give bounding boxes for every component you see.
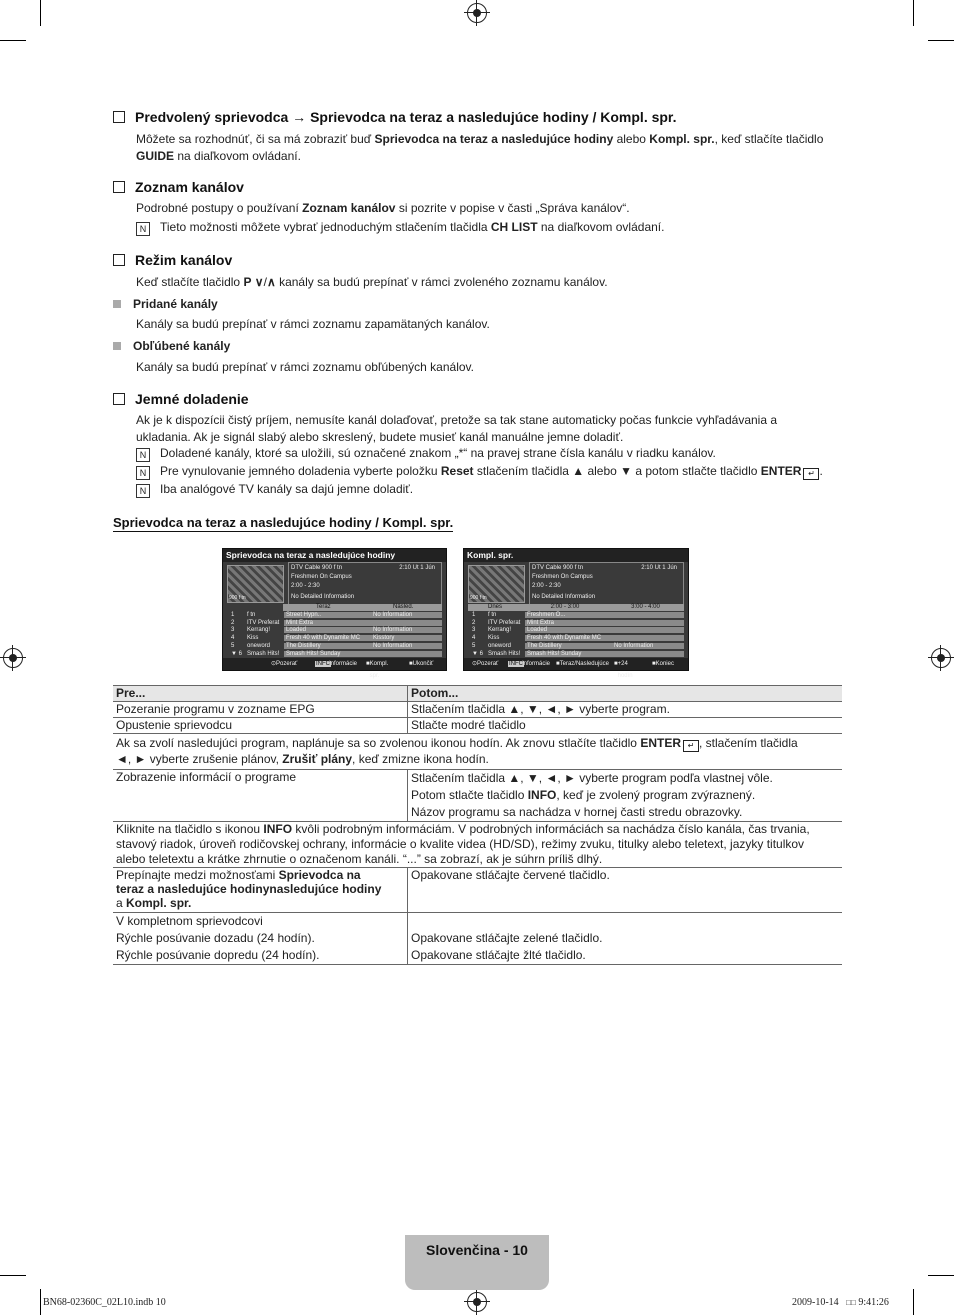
foot-exit: ■ Ukončiť <box>409 661 434 667</box>
checkbox-bullet-icon <box>113 393 125 405</box>
note-icon: N <box>136 222 150 236</box>
section-heading-fine-tune: Jemné doladenie <box>113 391 249 407</box>
channel-name: oneword <box>247 642 271 649</box>
program-now: The Distillery <box>284 643 371 649</box>
section2-note: N Tieto možnosti môžete vybrať jednoduchým stlačením tlačidla CH LIST na diaľkovom ovládaní. <box>136 219 664 236</box>
channel-name: Kiss <box>247 635 259 642</box>
channel-row[interactable] <box>227 651 442 658</box>
table-row: Pozeranie programu v zozname EPG Stlačením tlačidla ▲, ▼, ◄, ► vyberte program. <box>113 702 842 718</box>
screenshot-now-next-guide <box>222 548 447 679</box>
program-now: Smash Hits! Sunday <box>284 651 371 657</box>
section4-body: Ak je k dispozícii čistý príjem, nemusíte kanál dolaďovať, pretože sa tak stane automaticky počas funkcie vyhľadávania a ukladania. Ak je signál slabý alebo skreslený, budete musieť kanál manuálne jemne doladiť. <box>136 413 778 444</box>
crop-mark <box>913 1289 914 1315</box>
section3-body: Keď stlačíte tlačidlo P ∨/∧ kanály sa budú prepínať v rámci zvoleného zoznamu kanálov. <box>136 275 608 289</box>
program-next <box>371 620 442 626</box>
table-row: V kompletnom sprievodcovi Rýchle posúvanie dozadu (24 hodín). Rýchle posúvanie dopredu (24 hodín). Opakovane stláčajte zelené tlačidlo. Opakovane stláčajte žlté tlačidlo. <box>113 913 842 965</box>
checkbox-bullet-icon <box>113 181 125 193</box>
program-next: Kisstory <box>371 635 442 641</box>
channel-number: 5 <box>472 642 476 649</box>
file-slug: BN68-02360C_02L10.indb 10 <box>43 1297 166 1308</box>
channel-number: ▼ 6 <box>472 650 483 657</box>
channel-number: 4 <box>231 635 235 642</box>
registration-mark-icon <box>467 3 487 23</box>
channel-name: oneword <box>488 642 512 649</box>
channel-row[interactable] <box>468 651 684 658</box>
section-heading-default-guide <box>113 109 677 125</box>
channel-number: 2 <box>472 619 476 626</box>
screen-title: Kompl. spr. <box>464 549 688 562</box>
square-bullet-icon <box>113 300 121 308</box>
sub-item-text: Kanály sa budú prepínať v rámci zoznamu obľúbených kanálov. <box>136 360 474 374</box>
crop-mark <box>0 40 26 41</box>
sub-item-text: Kanály sa budú prepínať v rámci zoznamu zapamätaných kanálov. <box>136 317 490 331</box>
note-icon: N <box>136 466 150 480</box>
crop-mark <box>913 0 914 26</box>
channel-number: 2 <box>231 619 235 626</box>
section4-note1: N Doladené kanály, ktoré sa uložili, sú označené znakom „*“ na pravej strane čísla kanálu v riadku kanálov. <box>136 445 716 462</box>
table-row: Zobrazenie informácií o programe Stlačením tlačidla ▲, ▼, ◄, ► vyberte program podľa vlastnej vôle. Potom stlačte tlačidlo INFO, keď je zvolený program zvýraznený. Názov programu sa nachádza v hornej časti stredu obrazovky. <box>113 770 842 822</box>
program-next <box>612 620 684 626</box>
program-now: Fresh 40 with Dynamite MC <box>284 635 371 641</box>
program-now: Freshmen O... <box>525 612 612 618</box>
channel-row[interactable] <box>468 612 684 619</box>
program-info: DTV Cable 900 f tn 2:10 Ut 1 Jún Freshmen On Campus 2:00 - 2:30 No Detailed Information <box>529 562 684 606</box>
page-number-tab <box>405 1235 549 1290</box>
channel-name: ITV Preferat <box>247 619 280 626</box>
channel-name: Kerrang! <box>488 627 512 634</box>
channel-name: Kerrang! <box>247 627 271 634</box>
channel-row[interactable] <box>468 620 684 627</box>
channel-row[interactable] <box>468 627 684 634</box>
channel-name: Kiss <box>488 635 500 642</box>
heading-text: Predvolený sprievodca → Sprievodca na teraz a nasledujúce hodiny / Kompl. spr. <box>135 109 677 125</box>
program-next <box>371 651 442 657</box>
chevron-up-icon: ∧ <box>266 275 276 289</box>
program-next: No Information <box>612 643 684 649</box>
channel-row[interactable] <box>468 643 684 650</box>
program-next <box>612 651 684 657</box>
program-now: Street Hypn.. <box>284 612 371 618</box>
section1-body: Môžete sa rozhodnúť, či sa má zobraziť buď Sprievodca na teraz a nasledujúce hodiny alebo Kompl. spr., keď stlačíte tlačidlo GUIDE na diaľkovom ovládaní. <box>136 132 824 163</box>
square-bullet-icon <box>113 342 121 350</box>
enter-icon: ↵ <box>683 740 699 752</box>
crop-mark <box>40 1289 41 1315</box>
channel-row[interactable] <box>227 627 442 634</box>
channel-name: Smash Hits! <box>247 650 280 657</box>
channel-number: 5 <box>231 642 235 649</box>
channel-name: Smash Hits! <box>488 650 521 657</box>
section-heading-channel-list: Zoznam kanálov <box>113 179 244 195</box>
channel-name: ITV Preferat <box>488 619 521 626</box>
program-now: Smash Hits! Sunday <box>525 651 612 657</box>
print-date: 2009-10-14 □□ 9:41:26 <box>792 1297 889 1308</box>
sub-item-favourite-channels: Obľúbené kanály <box>113 338 230 355</box>
sub-item-added-channels: Pridané kanály <box>113 296 218 313</box>
program-now: Loaded <box>525 627 612 633</box>
guide-operations-table <box>113 685 842 965</box>
program-next <box>612 612 684 618</box>
crop-mark <box>40 0 41 26</box>
program-next: No Information <box>371 612 442 618</box>
column-header: Dnes 2:00 - 3:00 3:00 - 4:00 <box>468 604 684 611</box>
table-header-row <box>113 686 842 702</box>
channel-number: 1 <box>472 612 476 618</box>
screen-title: Sprievodca na teraz a nasledujúce hodiny <box>223 549 446 562</box>
channel-row[interactable] <box>468 635 684 642</box>
program-now: Mint Extra <box>525 620 612 626</box>
channel-number: 3 <box>231 627 235 634</box>
program-next: No Information <box>371 643 442 649</box>
table-row: Kliknite na tlačidlo s ikonou INFO kvôli podrobným informáciám. V podrobných informáciách sa nachádza číslo kanála, čas trvania, stavový riadok, úroveň rodičovskej ochrany, informácie o kvalite videa (HD/SD), režimy zvuku, titulky alebo teletext, jazyky titulkov alebo teletextu a krátke zhrnutie o označenom kanáli. “...” sa zobrazí, ak je súhrn príliš dlhý. <box>113 822 842 868</box>
foot-watch: ⊙ Pozerať <box>472 661 499 667</box>
crop-mark <box>0 1275 26 1276</box>
channel-number: 3 <box>472 627 476 634</box>
crop-mark <box>928 1275 954 1276</box>
foot-full-guide: ■ Kompl. spr. <box>366 661 389 679</box>
screen-footer: ⊙ Pozerať INFO Informácie ■ Teraz/Nasledujúce ■ +24 hodín ■ Koniec <box>464 658 688 670</box>
program-next <box>612 635 684 641</box>
section4-note2: N Pre vynulovanie jemného doladenia vyberte položku Reset stlačením tlačidla ▲ alebo ▼ a potom stlačte tlačidlo ENTER ↵ . <box>136 463 823 480</box>
registration-mark-icon <box>931 648 951 668</box>
section2-body: Podrobné postupy o používaní Zoznam kanálov si pozrite v popise v časti „Správa kanálov“. <box>136 201 630 215</box>
program-next: No Information <box>371 627 442 633</box>
table-row: Opustenie sprievodcu Stlačte modré tlačidlo <box>113 718 842 734</box>
column-header: Teraz Násled. <box>283 604 442 611</box>
foot-end: ■ Koniec <box>652 661 674 667</box>
col-header: Pre... <box>113 686 408 702</box>
crop-mark <box>928 40 954 41</box>
section-heading-channel-mode: Režim kanálov <box>113 252 232 268</box>
note-icon: N <box>136 484 150 498</box>
checkbox-bullet-icon <box>113 254 125 266</box>
registration-mark-icon <box>3 648 23 668</box>
preview-thumbnail: 900 f tn <box>468 565 525 603</box>
screenshot-full-guide <box>463 548 689 679</box>
program-now: Fresh 40 with Dynamite MC <box>525 635 612 641</box>
channel-number: 1 <box>231 612 235 618</box>
program-now: Mint Extra <box>284 620 371 626</box>
foot-plus-24h: ■ +24 hodín <box>614 661 633 679</box>
foot-watch: ⊙ Pozerať <box>271 661 298 667</box>
preview-thumbnail: 900 f tn <box>227 565 284 603</box>
channel-name: f tn <box>247 612 256 618</box>
channel-number: 4 <box>472 635 476 642</box>
section4-note3: N Iba analógové TV kanály sa dajú jemne doladiť. <box>136 481 413 498</box>
screen-footer: ⊙ Pozerať INFO Informácie ■ Kompl. spr. ■ Ukončiť <box>223 658 446 670</box>
col-header: Potom... <box>408 686 843 702</box>
note-icon: N <box>136 448 150 462</box>
channel-row[interactable] <box>227 612 442 619</box>
program-now: The Distillery <box>525 643 612 649</box>
channel-row[interactable] <box>227 643 442 650</box>
channel-number: ▼ 6 <box>231 650 242 657</box>
channel-row[interactable] <box>227 635 442 642</box>
program-next <box>612 627 684 633</box>
registration-mark-icon <box>467 1292 487 1312</box>
table-row: Prepínajte medzi možnosťami Sprievodca na teraz a nasledujúce hodinynasledujúce hodiny a Kompl. spr. Opakovane stláčajte červené tlačidlo. <box>113 868 842 913</box>
enter-icon: ↵ <box>803 468 819 480</box>
table-row: Ak sa zvolí nasledujúci program, naplánuje sa so zvolenou ikonou hodín. Ak znovu stlačíte tlačidlo ENTER ↵ , stlačením tlačidla ◄, ► vyberte zrušenie plánov, Zrušiť plány, keď zmizne ikona hodín. <box>113 734 842 770</box>
channel-row[interactable] <box>227 620 442 627</box>
chevron-down-icon: ∨ <box>254 275 264 289</box>
program-info: DTV Cable 900 f tn 2:10 Ut 1 Jún Freshmen On Campus 2:00 - 2:30 No Detailed Information <box>288 562 442 606</box>
checkbox-bullet-icon <box>113 111 125 123</box>
foot-now-next: ■ Teraz/Nasledujúce <box>556 661 609 667</box>
channel-name: f tn <box>488 612 497 618</box>
program-now: Loaded <box>284 627 371 633</box>
guide-subheading: Sprievodca na teraz a nasledujúce hodiny / Kompl. spr. <box>113 515 454 530</box>
page-label: Slovenčina - 10 <box>426 1242 528 1258</box>
